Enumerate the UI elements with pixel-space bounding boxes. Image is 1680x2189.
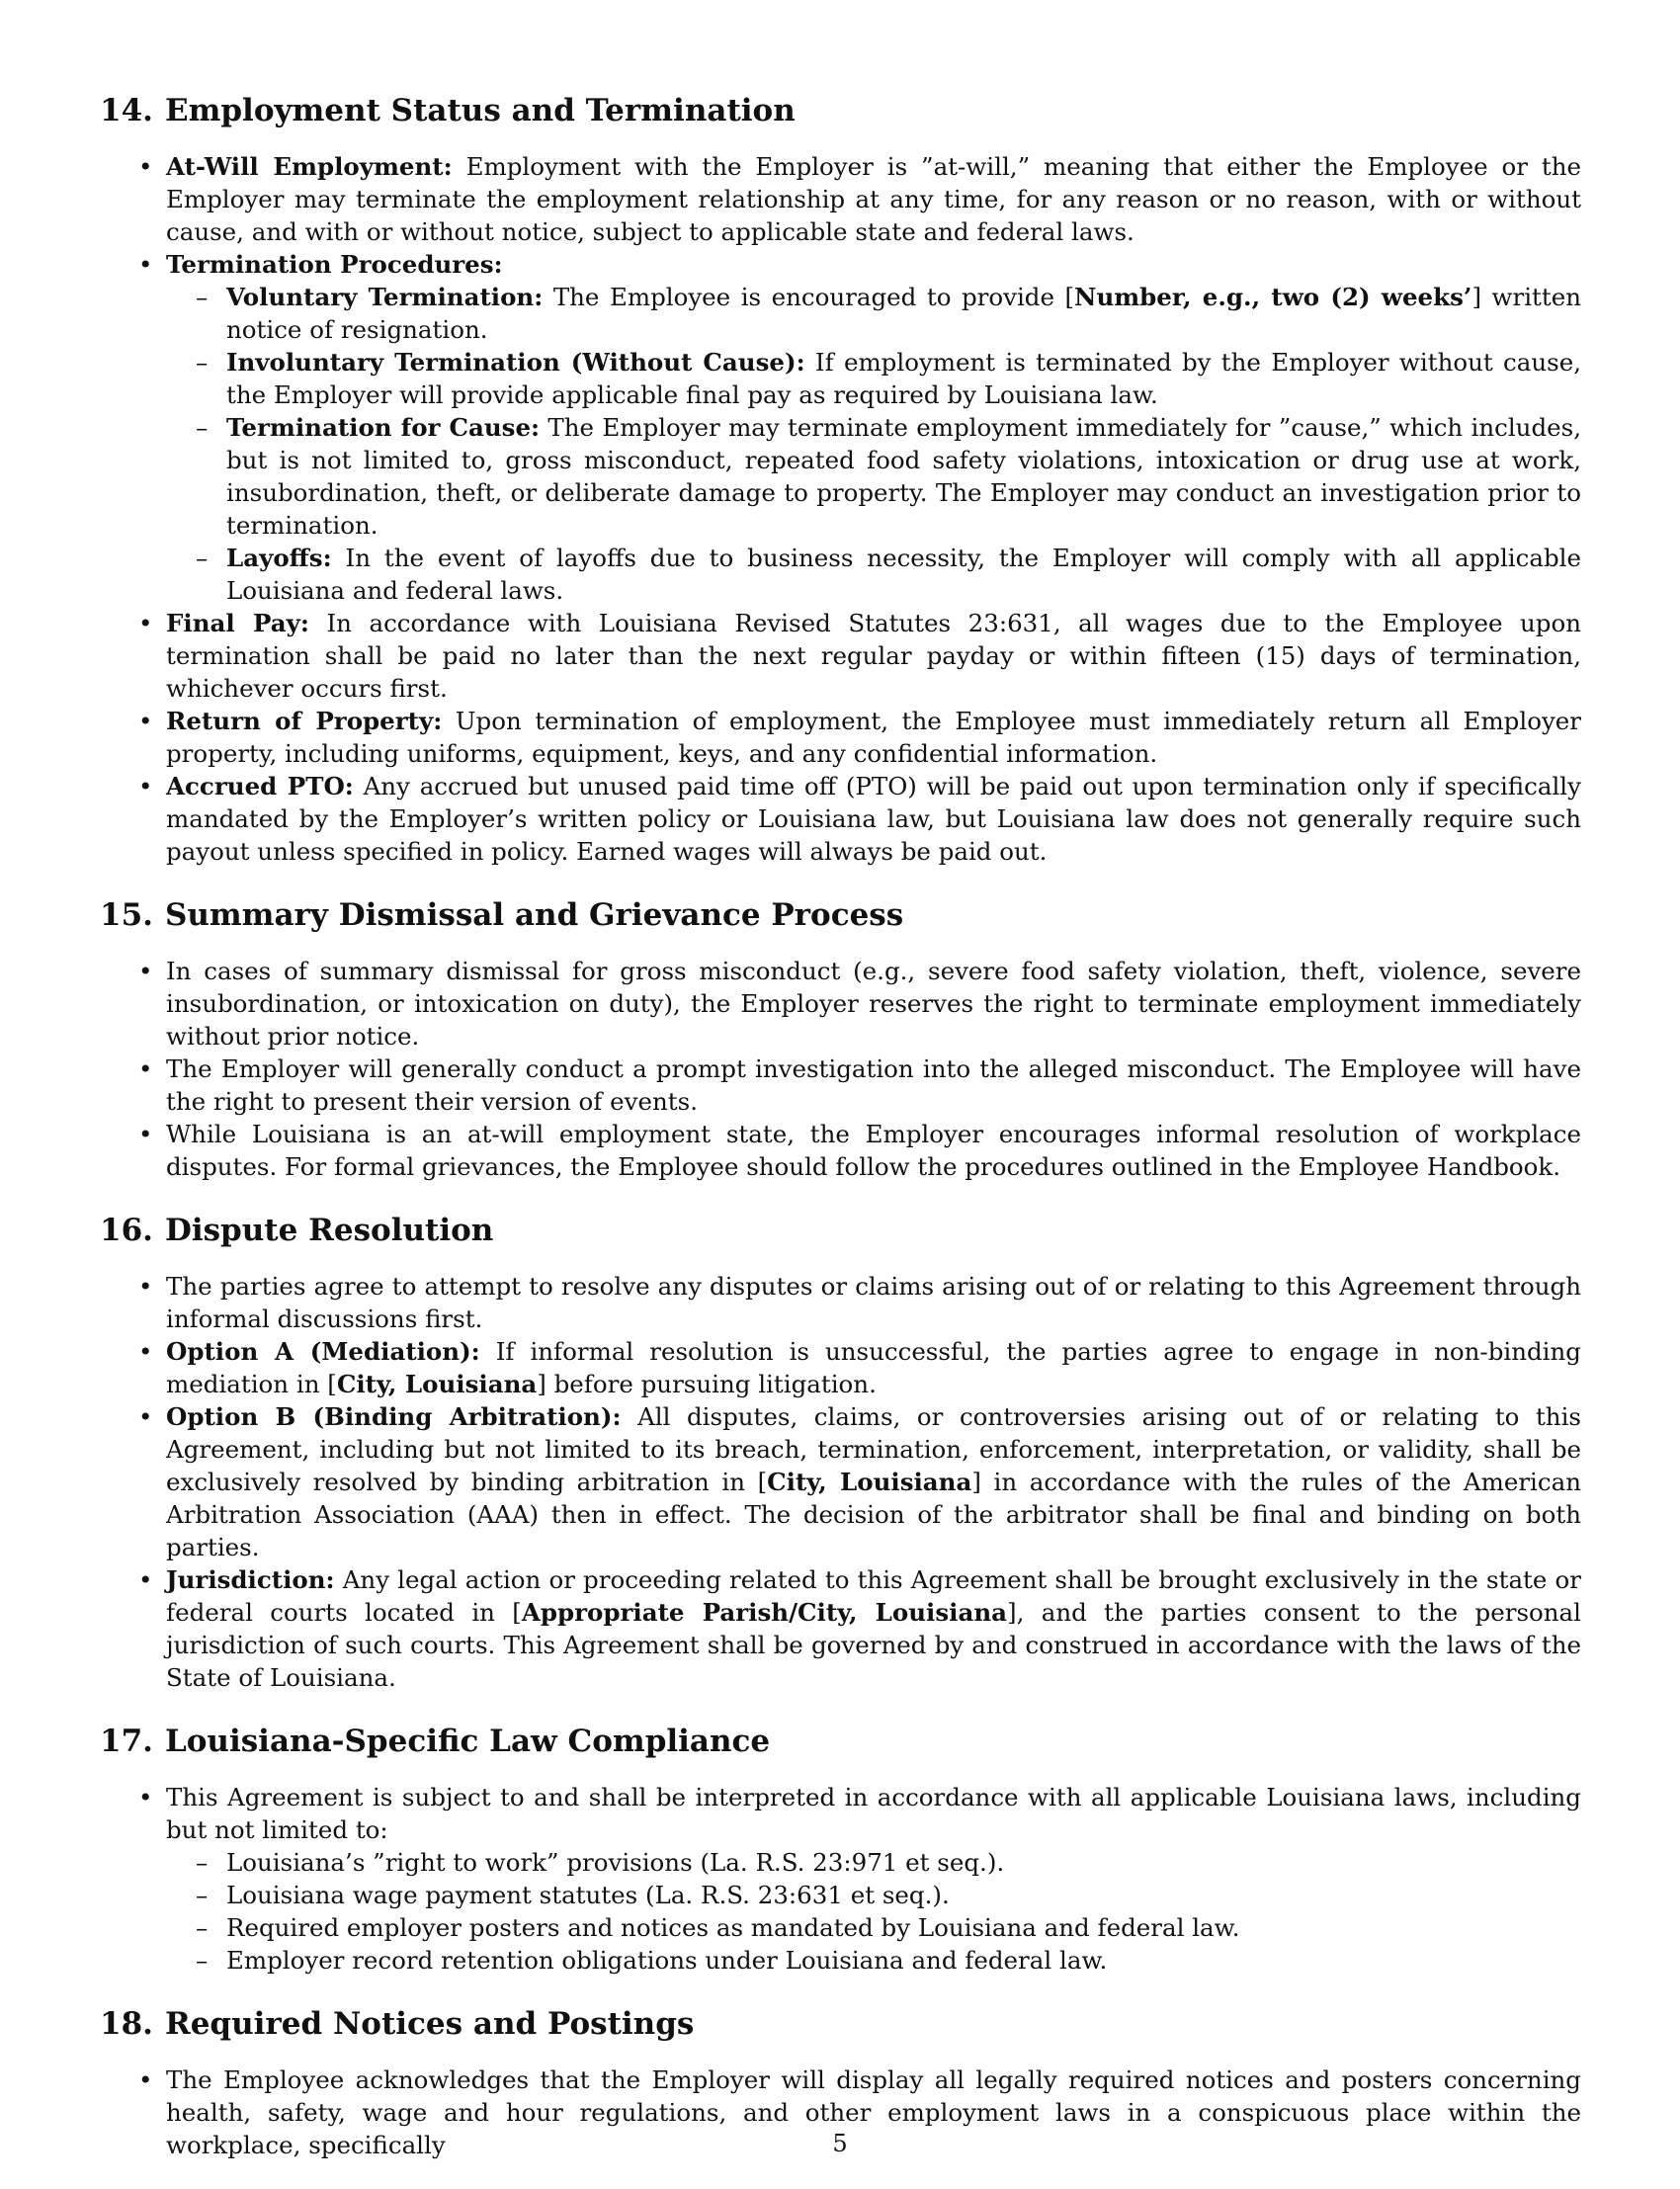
sub-list-item: – Louisiana’s ”right to work” provisions (La. R.S. 23:971 et seq.).	[226, 1846, 1581, 1879]
section-heading: 15. Summary Dismissal and Grievance Process	[100, 897, 904, 933]
section-heading: 14. Employment Status and Termination	[100, 93, 796, 128]
section-15	[100, 895, 1581, 1183]
list-item: • Return of Property: Upon termination of employment, the Employee must immediately return all Employer property, including uniforms, equipment, keys, and any confidential information.	[166, 705, 1581, 770]
list-item: • Final Pay: In accordance with Louisiana Revised Statutes 23:631, all wages due to the Employee upon termination shall be paid no later than the next regular payday or within fifteen (15) days of termination, whichever occurs first.	[166, 607, 1581, 705]
section-list	[166, 150, 1581, 868]
section-17	[100, 1722, 1581, 1977]
list-item: • At-Will Employment: Employment with the Employer is ”at-will,” meaning that either the Employee or the Employer may terminate the employment relationship at any time, for any reason or no reason, with or without cause, and with or without notice, subject to applicable state and federal laws.	[166, 150, 1581, 248]
sub-list	[166, 281, 1581, 607]
list-item: • Accrued PTO: Any accrued but unused paid time off (PTO) will be paid out upon termination only if specifically mandated by the Employer’s written policy or Louisiana law, but Louisiana law does not generally require such payout unless specified in policy. Earned wages will always be paid out.	[166, 770, 1581, 868]
sub-list-item: – Voluntary Termination: The Employee is encouraged to provide [Number, e.g., two (2) weeks’] written notice of resignation.	[226, 281, 1581, 346]
section-list	[166, 955, 1581, 1183]
section-heading: 18. Required Notices and Postings	[100, 2006, 695, 2042]
page-number: 5	[832, 2130, 848, 2157]
list-item: • Option A (Mediation): If informal resolution is unsuccessful, the parties agree to engage in non-binding mediation in [City, Louisiana] before pursuing litigation.	[166, 1335, 1581, 1400]
section-list	[166, 1270, 1581, 1694]
sub-list	[166, 1846, 1581, 1977]
section-14	[100, 91, 1581, 868]
list-item: • The Employee acknowledges that the Employer will display all legally required notices and posters concerning health, safety, wage and hour regulations, and other employment laws in a conspicuous place within the workplace, specifically	[166, 2063, 1581, 2161]
sub-list-item: – Involuntary Termination (Without Cause): If employment is terminated by the Employer without cause, the Employer will provide applicable final pay as required by Louisiana law.	[226, 346, 1581, 411]
sub-list-item: – Termination for Cause: The Employer may terminate employment immediately for ”cause,” which includes, but is not limited to, gross misconduct, repeated food safety violations, intoxication or drug use at work, insubordination, theft, or deliberate damage to property. The Employer may conduct an investigation prior to termination.	[226, 411, 1581, 542]
list-item: • This Agreement is subject to and shall be interpreted in accordance with all applicable Louisiana laws, including but not limited to: – Louisiana’s ”right to work” provisions (La. R.S. 23:971 et seq.). – Louisiana wage payment statutes (La. R.S. 23:631 et seq.). – Required employer posters and notices as mandated by Louisiana and federal law. – Employer record retention obligations under Louisiana and federal law.	[166, 1781, 1581, 1977]
list-item: • Jurisdiction: Any legal action or proceeding related to this Agreement shall be brought exclusively in the state or federal courts located in [Appropriate Parish/City, Louisiana], and the parties consent to the personal jurisdiction of such courts. This Agreement shall be governed by and construed in accordance with the laws of the State of Louisiana.	[166, 1563, 1581, 1694]
sub-list-item: – Required employer posters and notices as mandated by Louisiana and federal law.	[226, 1911, 1581, 1944]
section-list	[166, 1781, 1581, 1977]
sub-list-item: – Layoffs: In the event of layoffs due to business necessity, the Employer will comply with all applicable Louisiana and federal laws.	[226, 542, 1581, 607]
section-heading: 16. Dispute Resolution	[100, 1213, 494, 1248]
list-item: • The parties agree to attempt to resolve any disputes or claims arising out of or relating to this Agreement through informal discussions first.	[166, 1270, 1581, 1335]
section-heading: 17. Louisiana-Specific Law Compliance	[100, 1724, 771, 1759]
list-item: • Termination Procedures: – Voluntary Termination: The Employee is encouraged to provide [Number, e.g., two (2) weeks’] written notice of resignation. – Involuntary Termination (Without Cause): If employment is terminated by the Employer without cause, the Employer will provide applicable final pay as required by Louisiana law. – Termination for Cause: The Employer may terminate employment immediately for ”cause,” which includes, but is not limited to, gross misconduct, repeated food safety violations, intoxication or drug use at work, insubordination, theft, or deliberate damage to property. The Employer may conduct an investigation prior to termination. – Layoffs: In the event of layoffs due to business necessity, the Employer will comply with all applicable Louisiana and federal laws.	[166, 248, 1581, 607]
list-item: • In cases of summary dismissal for gross misconduct (e.g., severe food safety violation, theft, violence, severe insubordination, or intoxication on duty), the Employer reserves the right to terminate employment immediately without prior notice.	[166, 955, 1581, 1052]
list-item: • While Louisiana is an at-will employment state, the Employer encourages informal resolution of workplace disputes. For formal grievances, the Employee should follow the procedures outlined in the Employee Handbook.	[166, 1118, 1581, 1183]
sub-list-item: – Employer record retention obligations under Louisiana and federal law.	[226, 1944, 1581, 1977]
document-page	[100, 91, 1581, 2189]
list-item: • The Employer will generally conduct a prompt investigation into the alleged misconduct. The Employee will have the right to present their version of events.	[166, 1052, 1581, 1118]
list-item: • Option B (Binding Arbitration): All disputes, claims, or controversies arising out of or relating to this Agreement, including but not limited to its breach, termination, enforcement, interpretation, or validity, shall be exclusively resolved by binding arbitration in [City, Louisiana] in accordance with the rules of the American Arbitration Association (AAA) then in effect. The decision of the arbitrator shall be final and binding on both parties.	[166, 1400, 1581, 1563]
section-16	[100, 1211, 1581, 1694]
sub-list-item: – Louisiana wage payment statutes (La. R.S. 23:631 et seq.).	[226, 1879, 1581, 1911]
